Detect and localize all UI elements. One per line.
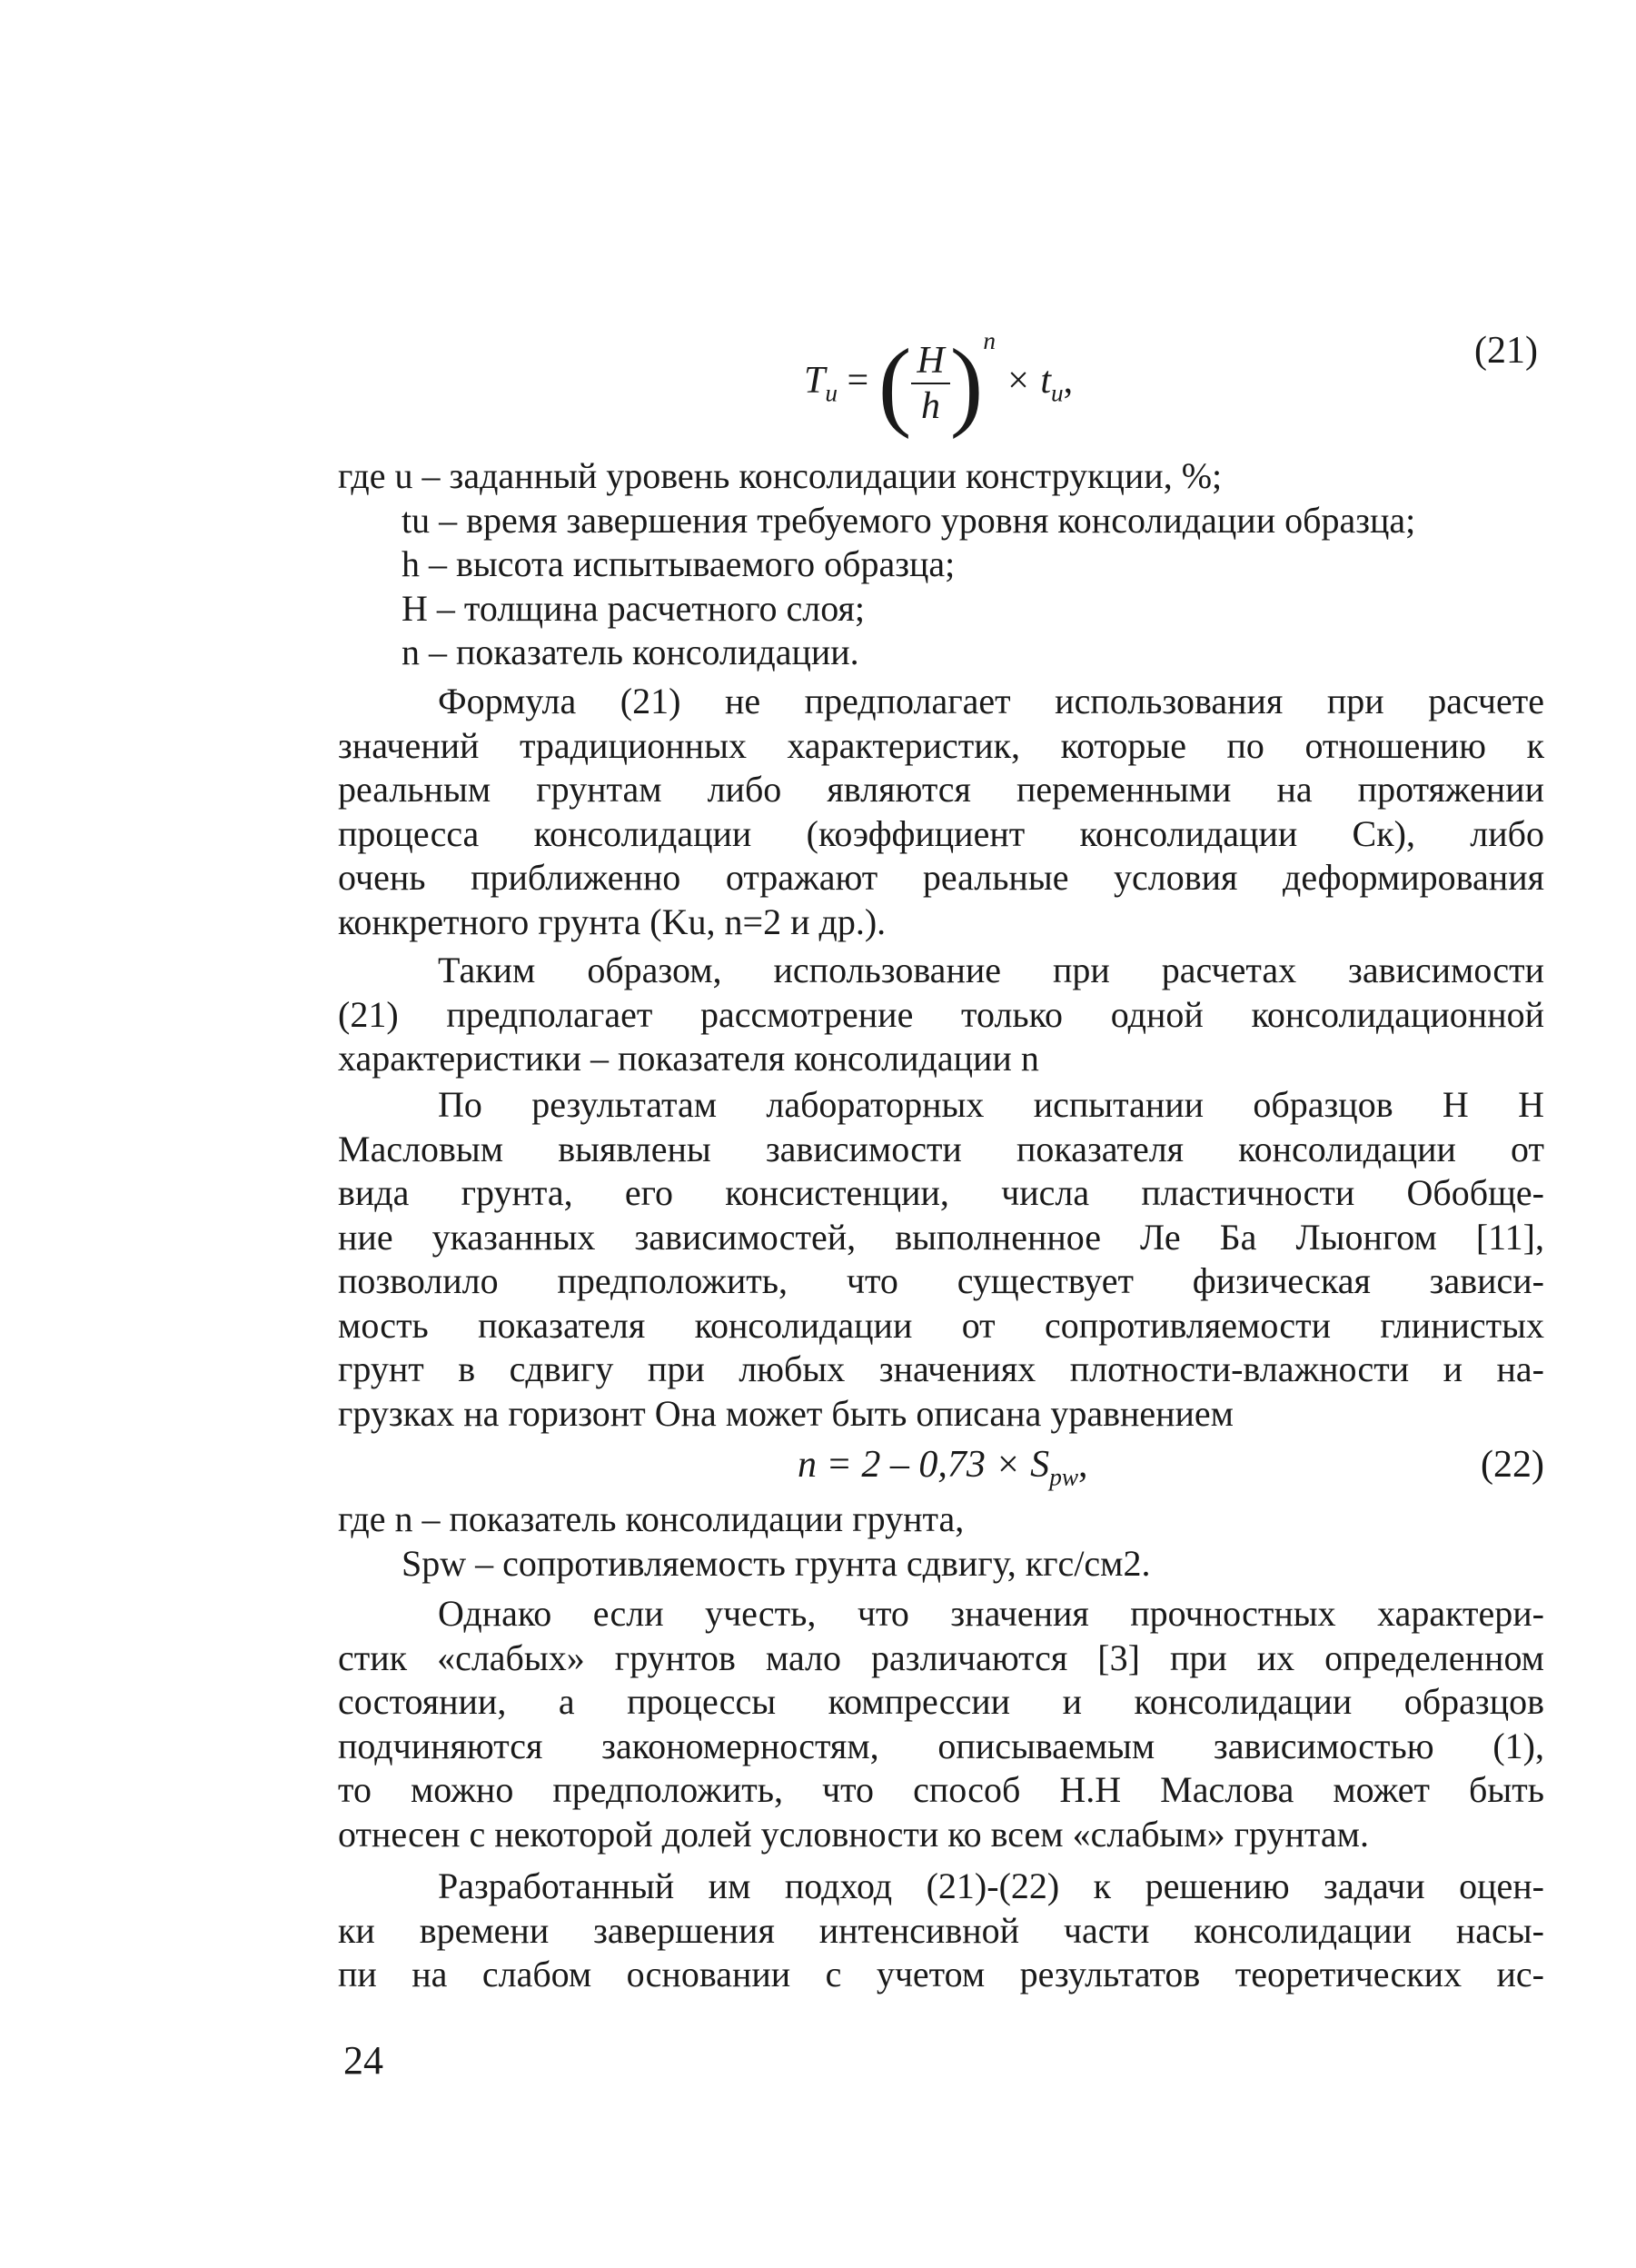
paragraph-5 xyxy=(338,1865,1544,1997)
paragraph-line: ние указанных зависимостей, выполненное Ле Ба Лыонгом [11], xyxy=(338,1216,1544,1258)
paragraph-3 xyxy=(338,1083,1544,1436)
paragraph-line: процесса консолидации (коэффициент консолидации Cк), либо xyxy=(338,812,1544,854)
paragraph-line: (21) предполагает рассмотрение только одной консолидационной xyxy=(338,993,1544,1035)
formula-21-lhs: T xyxy=(804,360,826,402)
paragraph-line: очень приближенно отражают реальные условия деформирования xyxy=(338,857,1544,898)
paragraph-line: состоянии, а процессы компрессии и консолидации образцов xyxy=(338,1681,1544,1722)
paragraph-line: то можно предположить, что способ Н.Н Маслова может быть xyxy=(338,1769,1544,1810)
formula-21-equals: = xyxy=(847,360,869,402)
definition-line: где n – показатель консолидации грунта, xyxy=(338,1498,965,1539)
paragraph-line: позволило предположить, что существует физическая зависи- xyxy=(338,1260,1544,1301)
definition-line: h – высота испытываемого образца; xyxy=(402,543,956,584)
paragraph-line: конкретного грунта (Ku, n=2 и др.). xyxy=(338,900,887,942)
paragraph-1 xyxy=(338,680,1544,944)
formula-21-left-paren: ( xyxy=(877,328,912,440)
paragraph-line: грузках на горизонт Она может быть описана уравнением xyxy=(338,1392,1234,1434)
definition-line: H – толщина расчетного слоя; xyxy=(402,587,865,629)
formula-21-lhs-sub: u xyxy=(825,379,838,407)
paragraph-line: Однако если учесть, что значения прочностных характери- xyxy=(438,1593,1544,1634)
formula-21-times-sub: u xyxy=(1051,379,1064,407)
paragraph-line: грунт в сдвигу при любых значениях плотности-влажности и на- xyxy=(338,1348,1544,1389)
formula-22-sub: pw xyxy=(1049,1463,1079,1491)
paragraph-line: Масловым выявлены зависимости показателя консолидации от xyxy=(338,1128,1544,1169)
paragraph-line: Таким образом, использование при расчетах зависимости xyxy=(438,950,1544,990)
formula-22-trail: , xyxy=(1078,1444,1088,1486)
paragraph-2 xyxy=(338,949,1544,1081)
formula-21-number: (21) xyxy=(1474,330,1538,372)
paragraph-line: По результатам лабораторных испытании образцов Н Н xyxy=(438,1084,1544,1125)
paragraph-line: вида грунта, его консистенции, числа пластичности Обобще- xyxy=(338,1172,1544,1213)
paragraph-line: мость показателя консолидации от сопротивляемости глинистых xyxy=(338,1304,1544,1346)
formula-22-text: n = 2 – 0,73 × S xyxy=(798,1444,1050,1486)
page-number: 24 xyxy=(343,2038,383,2083)
formula-21 xyxy=(804,327,1074,440)
definitions-22 xyxy=(338,1497,1544,1586)
formula-21-fraction xyxy=(911,339,949,428)
formula-21-numerator: H xyxy=(911,339,949,384)
paragraph-line: значений традиционных характеристик, которые по отношению к xyxy=(338,724,1544,766)
paragraph-line: стик «слабых» грунтов мало различаются [3] при их определенном xyxy=(338,1636,1544,1678)
paragraph-line: характеристики – показателя консолидации n xyxy=(338,1038,1039,1079)
definition-line: tu – время завершения требуемого уровня консолидации образца; xyxy=(402,499,1416,541)
definitions-21 xyxy=(338,454,1544,675)
paragraph-line: подчиняются закономерностям, описываемым зависимостью (1), xyxy=(338,1725,1544,1766)
paragraph-line: Разработанный им подход (21)-(22) к решению задачи оцен- xyxy=(438,1865,1544,1906)
formula-21-times: × t xyxy=(1005,360,1051,402)
paragraph-line: отнесен с некоторой долей условности ко всем «слабым» грунтам. xyxy=(338,1813,1369,1855)
paragraph-line: пи на слабом основании с учетом результатов теоретических ис- xyxy=(338,1954,1544,1994)
formula-21-right-paren: ) xyxy=(949,328,984,440)
definition-line: где u – заданный уровень консолидации конструкции, %; xyxy=(338,455,1223,496)
definition-line: n – показатель консолидации. xyxy=(402,632,859,672)
formula-22 xyxy=(798,1443,1088,1491)
paragraph-line: Формула (21) не предполагает использования при расчете xyxy=(438,681,1544,721)
definition-line: Spw – сопротивляемость грунта сдвигу, кгс/см2. xyxy=(402,1542,1151,1584)
formula-21-exponent: n xyxy=(983,327,996,354)
paragraph-4 xyxy=(338,1592,1544,1856)
paragraph-line: ки времени завершения интенсивной части консолидации насы- xyxy=(338,1909,1544,1951)
formula-21-trail: , xyxy=(1063,360,1074,402)
paragraph-line: реальным грунтам либо являются переменными на протяжении xyxy=(338,769,1544,810)
formula-21-denominator: h xyxy=(921,385,941,428)
formula-22-number: (22) xyxy=(1481,1444,1544,1486)
